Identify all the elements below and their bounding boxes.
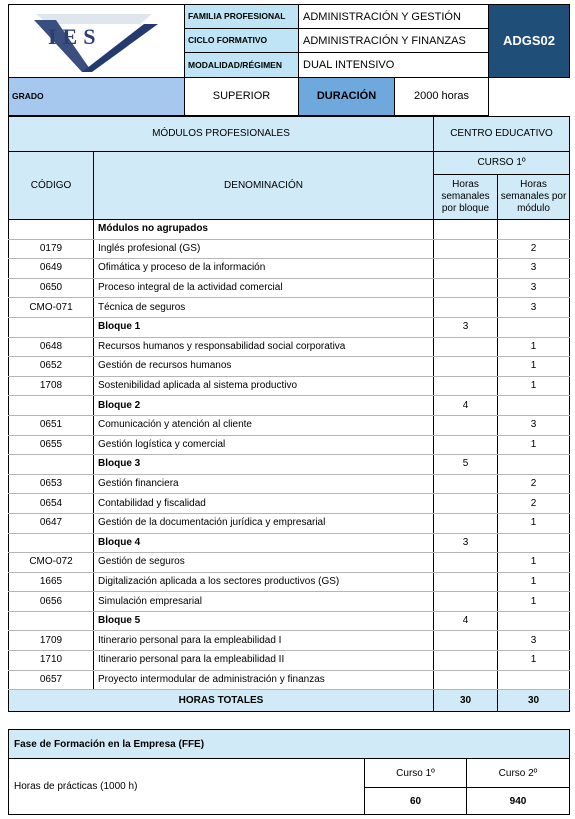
- hours-per-block: [434, 357, 498, 377]
- hours-per-block: [434, 572, 498, 592]
- familia-value: ADMINISTRACIÓN Y GESTIÓN: [299, 5, 489, 29]
- module-name: Módulos no agrupados: [94, 220, 434, 240]
- hours-per-block: [434, 651, 498, 671]
- hours-per-block: [434, 278, 498, 298]
- module-code: 0657: [9, 670, 94, 690]
- hours-per-block: [434, 494, 498, 514]
- ffe-curso1-label: Curso 1º: [365, 759, 467, 788]
- hours-per-module: [498, 396, 570, 416]
- hours-per-module: 1: [498, 651, 570, 671]
- hours-per-block: 3: [434, 317, 498, 337]
- ffe-curso2-value: 940: [467, 788, 570, 815]
- curso-header: CURSO 1º: [434, 152, 570, 175]
- module-code: [9, 317, 94, 337]
- module-row: [9, 239, 570, 259]
- hours-per-block: 4: [434, 611, 498, 631]
- horas-bloque-header: Horas semanales por bloque: [434, 175, 498, 220]
- module-code: CMO-071: [9, 298, 94, 318]
- module-name: Recursos humanos y responsabilidad social corporativa: [94, 337, 434, 357]
- logo-cell: [9, 5, 185, 78]
- hours-per-block: [434, 415, 498, 435]
- modules-table: [8, 116, 570, 712]
- module-name: Gestión de seguros: [94, 553, 434, 573]
- hours-per-block: [434, 553, 498, 573]
- module-code: 0654: [9, 494, 94, 514]
- hours-per-module: 1: [498, 572, 570, 592]
- hours-per-module: 1: [498, 337, 570, 357]
- module-name: Proceso integral de la actividad comercial: [94, 278, 434, 298]
- hours-per-module: [498, 455, 570, 475]
- module-rows: [9, 220, 570, 690]
- ciclo-label: CICLO FORMATIVO: [185, 29, 299, 53]
- module-code: [9, 455, 94, 475]
- hours-per-module: 1: [498, 376, 570, 396]
- module-name: Gestión de la documentación jurídica y empresarial: [94, 513, 434, 533]
- hours-per-module: [498, 533, 570, 553]
- block-row: [9, 455, 570, 475]
- module-name: Itinerario personal para la empleabilidad I: [94, 631, 434, 651]
- centro-header: CENTRO EDUCATIVO: [434, 117, 570, 152]
- module-row: [9, 278, 570, 298]
- logo-text: IES: [47, 23, 101, 49]
- module-code: 0647: [9, 513, 94, 533]
- hours-per-block: [434, 592, 498, 612]
- module-name: Ofimática y proceso de la información: [94, 259, 434, 279]
- hours-per-module: 2: [498, 239, 570, 259]
- duracion-label: DURACIÓN: [299, 77, 395, 115]
- ffe-title: Fase de Formación en la Empresa (FFE): [9, 730, 570, 759]
- module-code: [9, 396, 94, 416]
- module-code: 0649: [9, 259, 94, 279]
- hours-per-module: 3: [498, 278, 570, 298]
- denominacion-header: DENOMINACIÓN: [94, 152, 434, 220]
- hours-per-module: [498, 611, 570, 631]
- duracion-value: 2000 horas: [395, 77, 489, 115]
- module-row: [9, 376, 570, 396]
- total-bloque: 30: [434, 690, 498, 712]
- hours-per-block: [434, 298, 498, 318]
- hours-per-module: [498, 317, 570, 337]
- ffe-table: [8, 729, 570, 815]
- module-code: CMO-072: [9, 553, 94, 573]
- hours-per-module: 1: [498, 357, 570, 377]
- hours-per-module: 2: [498, 494, 570, 514]
- module-code: 0179: [9, 239, 94, 259]
- cycle-header: [8, 4, 570, 116]
- module-row: [9, 592, 570, 612]
- module-row: [9, 337, 570, 357]
- module-code: 1665: [9, 572, 94, 592]
- module-name: Simulación empresarial: [94, 592, 434, 612]
- module-name: Contabilidad y fiscalidad: [94, 494, 434, 514]
- cycle-code: ADGS02: [489, 5, 570, 78]
- grado-label: GRADO: [9, 77, 185, 115]
- ffe-curso2-label: Curso 2º: [467, 759, 570, 788]
- module-name: Gestión logística y comercial: [94, 435, 434, 455]
- modulos-header: MÓDULOS PROFESIONALES: [9, 117, 434, 152]
- horas-practicas-label: Horas de prácticas (1000 h): [9, 759, 365, 815]
- module-row: [9, 415, 570, 435]
- hours-per-module: 3: [498, 631, 570, 651]
- module-name: Sostenibilidad aplicada al sistema productivo: [94, 376, 434, 396]
- hours-per-block: [434, 474, 498, 494]
- module-code: 0651: [9, 415, 94, 435]
- module-name: Digitalización aplicada a los sectores productivos (GS): [94, 572, 434, 592]
- hours-per-module: 1: [498, 592, 570, 612]
- module-row: [9, 494, 570, 514]
- module-code: [9, 220, 94, 240]
- modalidad-value: DUAL INTENSIVO: [299, 53, 489, 77]
- block-row: [9, 533, 570, 553]
- module-name: Bloque 3: [94, 455, 434, 475]
- module-row: [9, 553, 570, 573]
- hours-per-module: 1: [498, 513, 570, 533]
- module-code: 0648: [9, 337, 94, 357]
- hours-per-module: 1: [498, 553, 570, 573]
- module-name: Gestión financiera: [94, 474, 434, 494]
- hours-per-module: [498, 670, 570, 690]
- hours-per-block: 3: [434, 533, 498, 553]
- module-row: [9, 670, 570, 690]
- module-name: Bloque 5: [94, 611, 434, 631]
- module-row: [9, 357, 570, 377]
- module-code: 0656: [9, 592, 94, 612]
- module-row: [9, 651, 570, 671]
- module-row: [9, 435, 570, 455]
- hours-per-block: [434, 220, 498, 240]
- hours-per-module: [498, 220, 570, 240]
- codigo-header: CÓDIGO: [9, 152, 94, 220]
- hours-per-block: [434, 239, 498, 259]
- module-name: Bloque 4: [94, 533, 434, 553]
- hours-per-module: 3: [498, 298, 570, 318]
- module-row: [9, 298, 570, 318]
- hours-per-block: [434, 376, 498, 396]
- hours-per-block: [434, 631, 498, 651]
- module-code: 0650: [9, 278, 94, 298]
- module-name: Comunicación y atención al cliente: [94, 415, 434, 435]
- module-code: 0653: [9, 474, 94, 494]
- module-name: Bloque 2: [94, 396, 434, 416]
- module-name: Gestión de recursos humanos: [94, 357, 434, 377]
- modalidad-label: MODALIDAD/RÉGIMEN: [185, 53, 299, 77]
- module-code: 0652: [9, 357, 94, 377]
- grado-value: SUPERIOR: [185, 77, 299, 115]
- module-code: [9, 533, 94, 553]
- module-code: [9, 611, 94, 631]
- total-label: HORAS TOTALES: [9, 690, 434, 712]
- module-name: Bloque 1: [94, 317, 434, 337]
- hours-per-block: [434, 259, 498, 279]
- block-row: [9, 317, 570, 337]
- block-row: [9, 220, 570, 240]
- hours-per-block: [434, 513, 498, 533]
- module-name: Técnica de seguros: [94, 298, 434, 318]
- module-row: [9, 572, 570, 592]
- ffe-curso1-value: 60: [365, 788, 467, 815]
- module-row: [9, 259, 570, 279]
- ciclo-value: ADMINISTRACIÓN Y FINANZAS: [299, 29, 489, 53]
- hours-per-module: 3: [498, 415, 570, 435]
- module-row: [9, 631, 570, 651]
- hours-per-module: 2: [498, 474, 570, 494]
- hours-per-block: 4: [434, 396, 498, 416]
- module-code: 0655: [9, 435, 94, 455]
- module-name: Inglés profesional (GS): [94, 239, 434, 259]
- block-row: [9, 611, 570, 631]
- module-code: 1708: [9, 376, 94, 396]
- hours-per-module: 1: [498, 435, 570, 455]
- hours-per-block: [434, 435, 498, 455]
- hours-per-module: 3: [498, 259, 570, 279]
- block-row: [9, 396, 570, 416]
- module-row: [9, 513, 570, 533]
- hours-per-block: 5: [434, 455, 498, 475]
- ies-logo: [32, 6, 162, 76]
- total-modulo: 30: [498, 690, 570, 712]
- module-name: Proyecto intermodular de administración y finanzas: [94, 670, 434, 690]
- module-name: Itinerario personal para la empleabilidad II: [94, 651, 434, 671]
- module-code: 1710: [9, 651, 94, 671]
- hours-per-block: [434, 670, 498, 690]
- hours-per-block: [434, 337, 498, 357]
- module-row: [9, 474, 570, 494]
- familia-label: FAMILIA PROFESIONAL: [185, 5, 299, 29]
- horas-modulo-header: Horas semanales por módulo: [498, 175, 570, 220]
- module-code: 1709: [9, 631, 94, 651]
